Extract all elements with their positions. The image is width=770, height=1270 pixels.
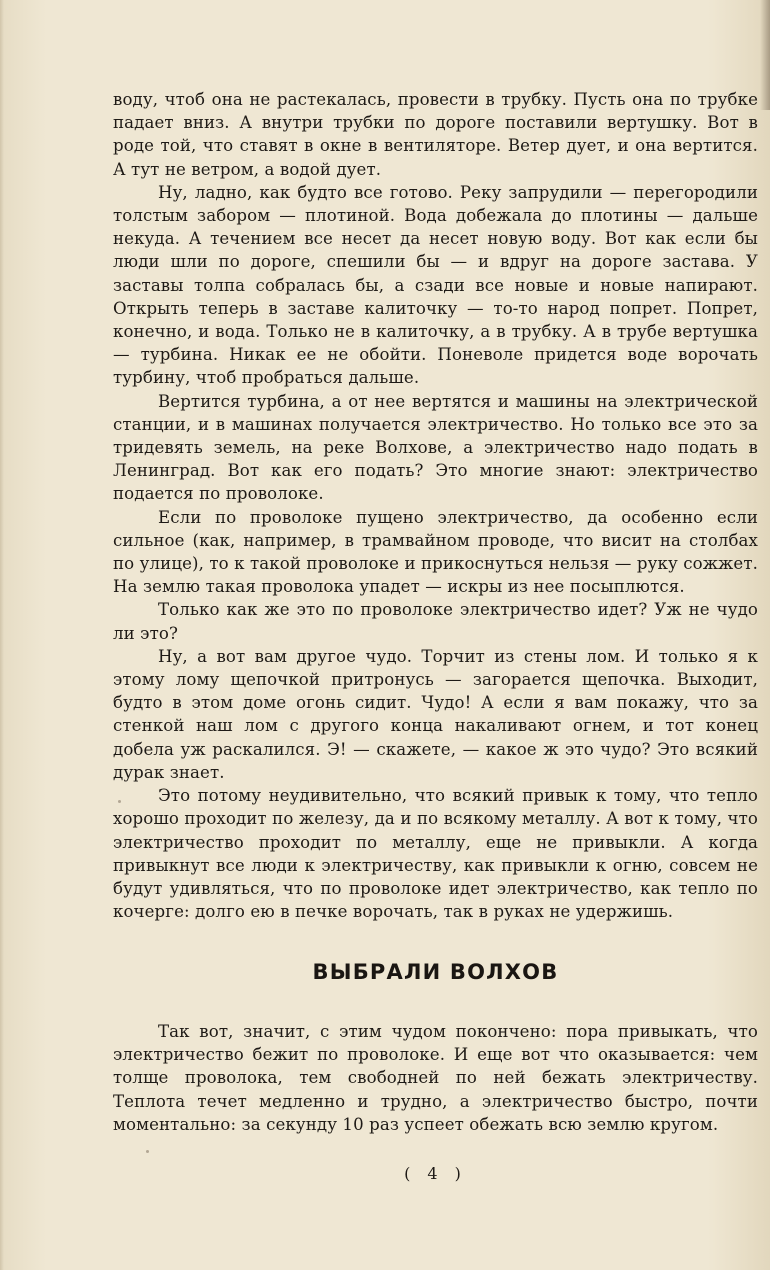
paragraph-4: Если по проволоке пущено электричество, да особенно если сильное (как, например, в трамвайном проводе, что висит на столбах по улице), то к такой проволоке и прикоснуться нельзя — руку сожжет. На землю такая проволока упадет — искры из нее посыплются. (113, 507, 758, 597)
body-text-top (113, 88, 758, 923)
paragraph-2: Ну, ладно, как будто все готово. Реку запрудили — перегородили толстым забором — плотиной. Вода добежала до плотины — дальше некуда. А течением все несет да несет новую воду. Вот как если бы люди шли по дороге, спешили бы — и вдруг на дороге застава. У заставы толпа собралась бы, а сзади все новые и новые напирают. Открыть теперь в заставе калиточку — то-то народ попрет. Попрет, конечно, и вода. Только не в калиточку, а в трубку. А в трубе вертушка — турбина. Никак ее не обойти. Поневоле придется воде ворочать турбину, чтоб пробраться дальше. (113, 182, 758, 388)
page-number: ( 4 ) (404, 1164, 467, 1183)
paper-speck (146, 1150, 149, 1153)
paragraph-7: Это потому неудивительно, что всякий привык к тому, что тепло хорошо проходит по железу, да и по всякому металлу. А вот к тому, что электричество проходит по металлу, еще не привыкли. А когда привыкнут все люди к электричеству, как привыкли к огню, совсем не будут удивляться, что по проволоке идет электричество, как тепло по кочерге: долго ею в печке ворочать, так в руках не удержишь. (113, 786, 758, 922)
paragraph-1: воду, чтоб она не растекалась, провести в трубку. Пусть она по трубке падает вниз. А внутри трубки по дороге поставили вертушку. Вот в роде той, что ставят в окне в вентиляторе. Ветер дует, и она вертится. А тут не ветром, а водой дует. (113, 90, 758, 179)
paragraph-6: Ну, а вот вам другое чудо. Торчит из стены лом. И только я к этому лому щепочкой притронусь — загорается щепочка. Выходит, будто в этом доме огонь сидит. Чудо! А если я вам покажу, что за стенкой наш лом с другого конца накаливают огнем, и тот конец добела уж раскалился. Э! — скажете, — какое ж это чудо? Это всякий дурак знает. (113, 646, 758, 782)
page-edge-shadow-right (760, 0, 770, 110)
paper-speck (118, 800, 121, 803)
body-text-bottom (113, 1020, 758, 1136)
paragraph-5: Только как же это по проволоке электричество идет? Уж не чудо ли это? (113, 600, 758, 643)
section-heading: ВЫБРАЛИ ВОЛХОВ (312, 960, 559, 984)
paragraph-3: Вертится турбина, а от нее вертятся и машины на электрической станции, и в машинах получается электричество. Но только все это за тридевять земель, на реке Волхове, а электричество надо подать в Ленинград. Вот как его подать? Это многие знают: электричество подается по проволоке. (113, 391, 758, 504)
paragraph-8: Так вот, значит, с этим чудом покончено: пора привыкать, что электричество бежит по проволоке. И еще вот что оказывается: чем толще проволока, тем свободней по ней бежать электричеству. Теплота течет медленно и трудно, а электричество быстро, почти моментально: за секунду 10 раз успеет обежать всю землю кругом. (113, 1022, 758, 1134)
page-edge-shadow-left (0, 0, 4, 1270)
